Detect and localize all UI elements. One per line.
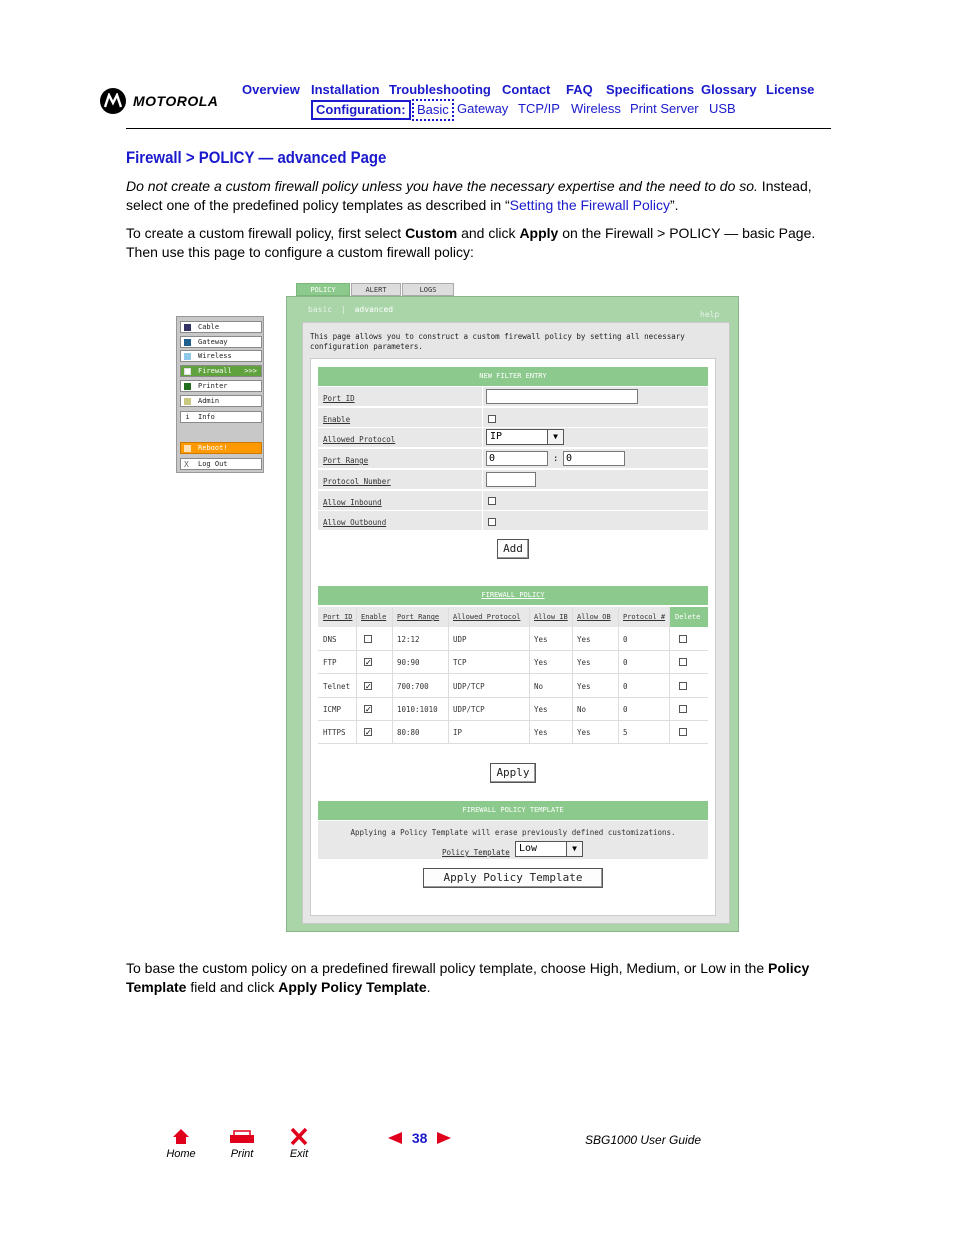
menu-firewall-arrows: >>> [244,367,257,375]
printer-icon [184,383,191,390]
menu-cable-label: Cable [198,323,220,331]
nav-basic[interactable]: Basic [412,99,454,121]
cell-allow-ob: Yes [577,728,591,738]
instr-bold-custom: Custom [405,225,458,241]
tab-logs[interactable]: LOGS [402,283,454,296]
menu-admin-label: Admin [198,397,220,405]
nav-usb[interactable]: USB [709,101,736,116]
label-allow-inbound: Allow Inbound [323,498,382,507]
print-icon [228,1128,256,1145]
row-delete-checkbox[interactable] [679,635,687,643]
apply-policy-template-button[interactable]: Apply Policy Template [423,868,603,888]
menu-reboot-label: Reboot! [198,444,228,452]
row-enable-checkbox[interactable]: ✓ [365,728,372,738]
warning-text: Instead, select one of the predefined policy templates as described in “ [126,178,812,213]
nav-configuration[interactable]: Configuration: [311,100,411,120]
exit-button[interactable] [286,1128,312,1160]
router-intro-text: This page allows you to construct a custom firewall policy by setting all necessary configuration parameters. [310,332,685,351]
setting-policy-link[interactable]: Setting the Firewall Policy [509,197,670,213]
firewall-policy-heading-text: FIREWALL POLICY [481,591,545,599]
label-allowed-protocol: Allowed Protocol [323,435,396,444]
motorola-m-icon [100,88,126,114]
cell-protocol: UDP/TCP [453,704,485,714]
next-page-icon[interactable] [437,1132,451,1144]
menu-firewall[interactable] [180,365,262,377]
menu-wireless-label: Wireless [198,352,232,360]
cell-protocol: IP [453,728,463,738]
cell-protocol-number: 0 [623,704,628,714]
policy-template-value: Low [519,843,538,854]
cell-port-range: 12:12 [397,635,420,644]
label-allow-outbound: Allow Outbound [323,518,387,527]
instructions-paragraph [126,224,831,262]
row-delete-checkbox[interactable] [679,658,687,666]
cell-protocol-number: 0 [623,635,628,644]
instr-bold-apply: Apply [519,225,559,241]
wireless-icon [184,353,191,360]
page-title: Firewall > POLICY — advanced Page [126,148,387,167]
exit-icon [290,1128,308,1145]
apply-button[interactable]: Apply [490,763,536,783]
nav-print-server[interactable]: Print Server [630,101,699,116]
cell-allow-ib: Yes [534,704,548,714]
nav-glossary[interactable]: Glossary [701,82,757,97]
previous-page-icon[interactable] [388,1132,402,1144]
help-link[interactable]: help [700,310,720,319]
logout-icon: X [184,460,189,469]
col-divider [448,607,449,744]
tmpl-bold-apply-template: Apply Policy Template [278,979,427,995]
row-enable-checkbox[interactable]: ✓ [365,704,372,714]
firewall-icon [184,368,191,375]
header-divider [126,128,831,129]
add-button[interactable]: Add [497,539,529,559]
nav-overview[interactable]: Overview [242,82,300,97]
page-number: 38 [411,1130,428,1146]
print-label: Print [230,1148,254,1160]
table-row [318,675,708,698]
new-filter-heading: NEW FILTER ENTRY [318,367,708,386]
col-divider [356,607,357,744]
tab-policy[interactable]: POLICY [296,283,350,296]
filter-row-enable [318,408,708,428]
dropdown-arrow-icon: ▼ [566,842,582,856]
cell-port-id: FTP [323,658,337,668]
tmpl-text-3: . [426,979,431,995]
col-port-id[interactable]: Port ID [323,613,353,621]
nav-gateway[interactable]: Gateway [457,101,509,116]
menu-printer[interactable] [180,380,262,392]
menu-info-label: Info [198,413,215,421]
row-enable-checkbox[interactable]: ✓ [365,681,372,691]
instr-text-2: and click [457,225,520,241]
row-delete-checkbox[interactable] [679,705,687,713]
port-id-input[interactable] [486,389,638,404]
menu-cable[interactable] [180,321,262,333]
protocol-select-value: IP [490,431,503,442]
info-icon: i [185,413,190,421]
guide-title: SBG1000 User Guide [585,1133,702,1147]
home-label: Home [166,1148,196,1160]
gateway-icon [184,339,191,346]
home-icon [172,1128,190,1145]
nav-specifications[interactable]: Specifications [606,82,695,97]
cell-port-id: ICMP [323,704,342,714]
policy-subtabs [308,305,393,314]
dropdown-arrow-icon: ▼ [547,430,563,444]
col-divider [669,607,670,744]
menu-firewall-label: Firewall [198,367,232,375]
cell-allow-ob: Yes [577,635,591,644]
row-delete-checkbox[interactable] [679,728,687,736]
menu-info[interactable] [180,411,262,423]
menu-printer-label: Printer [198,382,228,390]
tmpl-text-1: To base the custom policy on a predefined firewall policy template, choose High, Medium, or Low in the [126,960,769,976]
cell-allow-ib: Yes [534,658,548,668]
cell-port-id: HTTPS [323,728,346,738]
cell-allow-ob: No [577,704,587,714]
router-side-menu [176,316,264,473]
label-enable: Enable [323,415,351,424]
motorola-logo [100,88,218,114]
policy-template-message: Applying a Policy Template will erase previously defined customizations. [350,828,676,837]
home-button[interactable] [164,1128,198,1160]
col-allow-ib[interactable]: Allow IB [534,613,568,621]
row-delete-checkbox[interactable] [679,682,687,690]
template-paragraph [126,959,831,997]
port-range-to-input[interactable]: 0 [563,451,625,466]
menu-gateway[interactable] [180,336,262,348]
col-enable[interactable]: Enable [361,613,387,621]
table-row [318,628,708,651]
cell-protocol: UDP [453,635,467,644]
nav-faq[interactable]: FAQ [566,82,593,97]
admin-icon [184,398,191,405]
table-row [318,651,708,674]
firewall-policy-heading [318,586,708,605]
menu-logout-label: Log Out [198,460,228,468]
cell-allow-ib: Yes [534,728,548,738]
col-delete: Delete [675,613,701,621]
warning-italic: Do not create a custom firewall policy unless you have the necessary expertise and the need to do so. [126,178,758,194]
cell-port-range: 1010:1010 [397,704,438,714]
subtab-basic[interactable]: basic [308,305,333,314]
cell-port-id: DNS [323,635,337,644]
nav-installation[interactable]: Installation [311,82,380,97]
cell-protocol-number: 0 [623,658,628,668]
warning-paragraph [126,177,831,215]
col-divider [572,607,573,744]
port-range-separator: : [553,454,559,464]
allowed-protocol-select[interactable] [486,429,564,445]
col-divider [529,607,530,744]
cell-port-range: 80:80 [397,728,420,738]
exit-label: Exit [289,1148,309,1160]
nav-license[interactable]: License [766,82,815,97]
page-navigation [388,1130,451,1146]
label-port-id: Port ID [323,394,355,403]
menu-logout[interactable] [180,458,262,470]
table-row [318,698,708,721]
cell-port-id: Telnet [323,681,351,691]
label-protocol-number: Protocol Number [323,477,391,486]
cell-port-range: 90:90 [397,658,420,668]
menu-reboot[interactable] [180,442,262,454]
label-port-range: Port Range [323,456,369,465]
cell-allow-ob: Yes [577,681,591,691]
instr-text-1: To create a custom firewall policy, first select [126,225,406,241]
cell-allow-ib: Yes [534,635,548,644]
instr-text-3: on the Firewall > POLICY — basic Page. Then use this page to configure a custom firewall policy: [126,225,816,260]
filter-row-allow-inbound [318,491,708,511]
col-protocol-number[interactable]: Protocol # [623,613,666,621]
cell-protocol-number: 0 [623,681,628,691]
print-button[interactable] [226,1128,258,1160]
col-divider [392,607,393,744]
row-enable-checkbox[interactable] [364,635,372,643]
cell-protocol-number: 5 [623,728,628,738]
enable-checkbox[interactable] [488,415,496,423]
cell-allow-ib: No [534,681,544,691]
tab-alert[interactable]: ALERT [351,283,401,296]
cell-port-range: 700:700 [397,681,429,691]
cell-protocol: TCP [453,658,467,668]
row-enable-checkbox[interactable]: ✓ [365,658,372,668]
col-port-range[interactable]: Port Range [397,613,440,621]
warning-text-end: ”. [669,197,679,213]
subtab-advanced[interactable]: advanced [354,305,394,314]
nav-troubleshooting[interactable]: Troubleshooting [389,82,491,97]
tmpl-text-2: field and click [186,979,279,995]
allow-outbound-checkbox[interactable] [488,518,496,526]
menu-wireless[interactable] [180,350,262,362]
reboot-icon [184,445,191,452]
protocol-number-input[interactable] [486,472,536,487]
table-row [318,721,708,744]
nav-tcpip[interactable]: TCP/IP [518,101,560,116]
nav-contact[interactable]: Contact [502,82,551,97]
col-allowed-protocol[interactable]: Allowed Protocol [453,613,521,621]
col-allow-ob[interactable]: Allow OB [577,613,611,621]
policy-template-select[interactable] [515,841,583,857]
brand-name: MOTOROLA [133,93,219,109]
cell-allow-ob: Yes [577,658,591,668]
allow-inbound-checkbox[interactable] [488,497,496,505]
menu-gateway-label: Gateway [198,338,228,346]
cable-icon [184,324,191,331]
menu-admin[interactable] [180,395,262,407]
port-range-from-input[interactable]: 0 [486,451,548,466]
col-divider [618,607,619,744]
nav-wireless[interactable]: Wireless [571,101,621,116]
policy-template-label: Policy Template [442,848,510,857]
cell-protocol: UDP/TCP [453,681,485,691]
filter-row-allow-outbound [318,511,708,531]
tmpl-bold-policy-template: Policy Template [126,960,810,995]
policy-template-heading: FIREWALL POLICY TEMPLATE [318,801,708,820]
subtab-separator: | [340,305,346,314]
policy-template-row [318,821,708,859]
